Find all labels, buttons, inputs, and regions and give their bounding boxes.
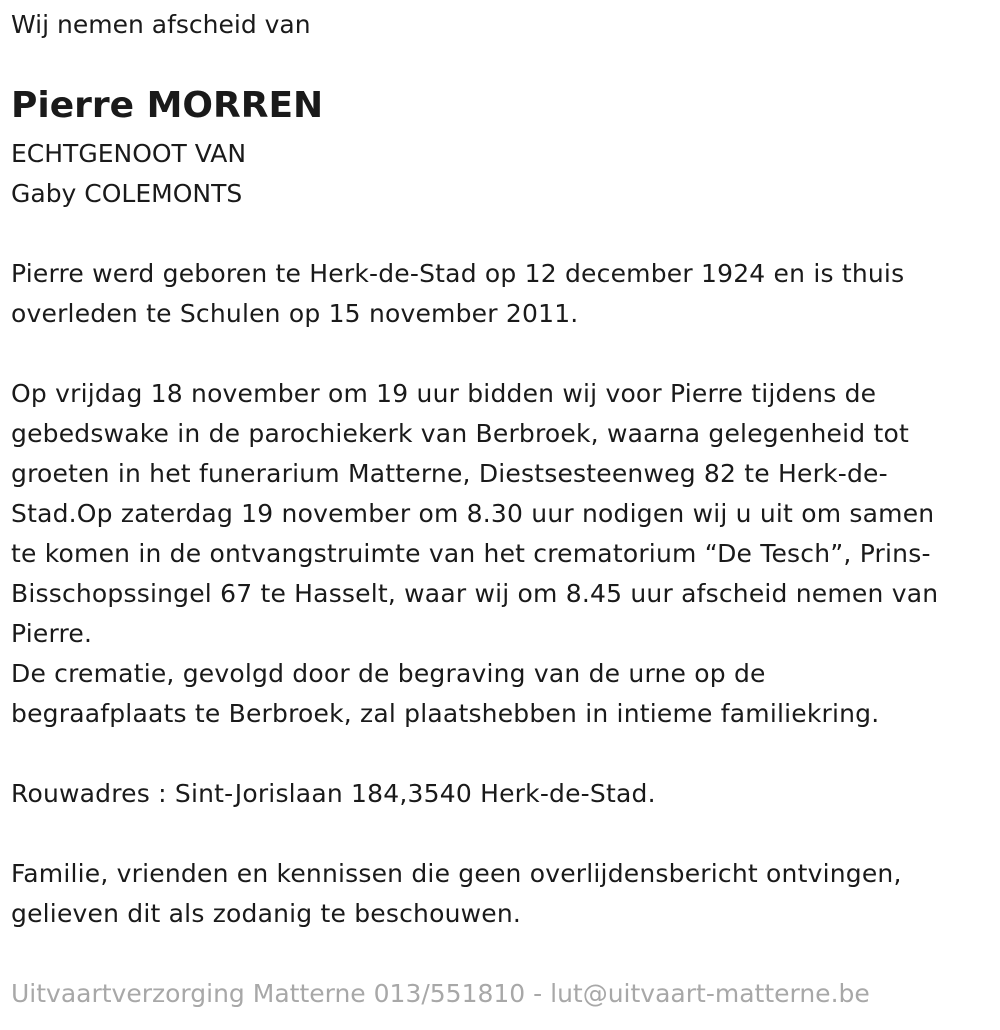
paragraph-line: groeten in het funerarium Matterne, Diestsesteenweg 82 te Herk-de- bbox=[11, 459, 888, 488]
paragraph-line: Pierre werd geboren te Herk-de-Stad op 12 december 1924 en is thuis bbox=[11, 259, 905, 288]
paragraph-line: Familie, vrienden en kennissen die geen overlijdensbericht ontvingen, bbox=[11, 859, 902, 888]
paragraph-line: overleden te Schulen op 15 november 2011. bbox=[11, 299, 579, 328]
paragraph-line: begraafplaats te Berbroek, zal plaatshebben in intieme familiekring. bbox=[11, 699, 880, 728]
paragraph-line: Bisschopssingel 67 te Hasselt, waar wij om 8.45 uur afscheid nemen van bbox=[11, 579, 939, 608]
ceremony-paragraph bbox=[11, 374, 986, 734]
notice-paragraph bbox=[11, 854, 986, 934]
relation-label: ECHTGENOOT VAN bbox=[11, 139, 247, 168]
spouse-name: Gaby COLEMONTS bbox=[11, 179, 243, 208]
deceased-name: Pierre MORREN bbox=[11, 85, 324, 126]
paragraph-line: gelieven dit als zodanig te beschouwen. bbox=[11, 899, 522, 928]
relation-block bbox=[11, 134, 246, 214]
paragraph-line: Pierre. bbox=[11, 619, 93, 648]
paragraph-line: Op vrijdag 18 november om 19 uur bidden wij voor Pierre tijdens de bbox=[11, 379, 877, 408]
paragraph-line: te komen in de ontvangstruimte van het crematorium “De Tesch”, Prins- bbox=[11, 539, 931, 568]
paragraph-line: Stad.Op zaterdag 19 november om 8.30 uur nodigen wij u uit om samen bbox=[11, 499, 935, 528]
mourning-address bbox=[11, 774, 986, 814]
intro-text: Wij nemen afscheid van bbox=[11, 10, 311, 39]
funeral-home-footer: Uitvaartverzorging Matterne 013/551810 - lut@uitvaart-matterne.be bbox=[11, 979, 870, 1008]
birth-paragraph bbox=[11, 254, 986, 334]
paragraph-line: gebedswake in de parochiekerk van Berbroek, waarna gelegenheid tot bbox=[11, 419, 909, 448]
paragraph-line: Rouwadres : Sint-Jorislaan 184,3540 Herk-de-Stad. bbox=[11, 779, 656, 808]
paragraph-line: De crematie, gevolgd door de begraving van de urne op de bbox=[11, 659, 766, 688]
